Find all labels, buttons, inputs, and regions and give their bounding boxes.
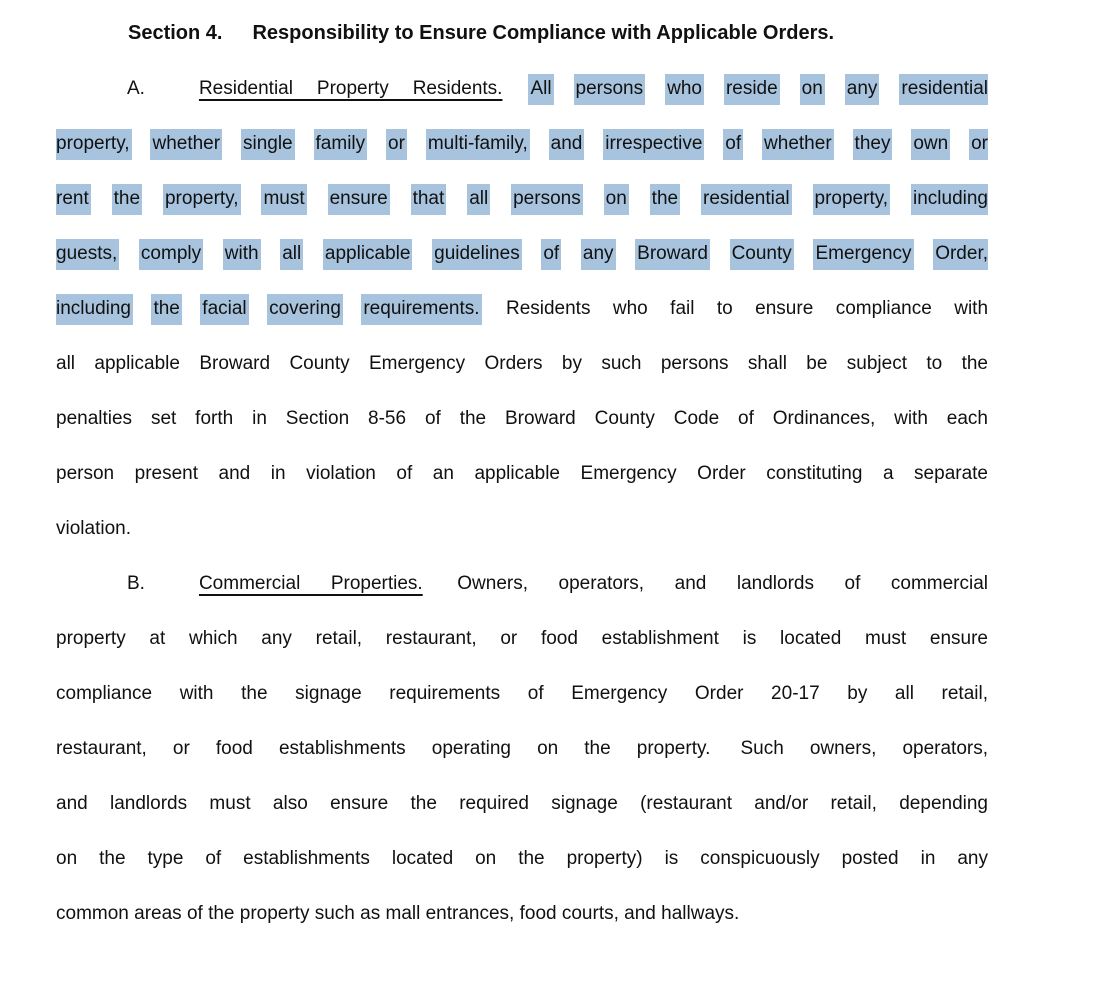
selected-text-word: or	[969, 129, 988, 160]
selected-text-word: Emergency	[813, 239, 913, 270]
paragraph-label: B.	[127, 573, 145, 594]
selected-text-word: residential	[701, 184, 792, 215]
text-run: Such owners, operators,	[740, 738, 988, 759]
section-title-label: Section 4.	[128, 22, 223, 44]
selected-text-word: on	[800, 74, 825, 105]
selected-text-word: must	[261, 184, 306, 215]
selected-text-word: property,	[813, 184, 891, 215]
selected-text-word: residential	[899, 74, 988, 105]
selected-text-word: of	[541, 239, 561, 270]
selected-text-word: family	[314, 129, 368, 160]
text-run: violation.	[56, 518, 131, 539]
selected-text-word: guests,	[56, 239, 119, 270]
text-run: property at which any retail, restaurant, or food establishment is located must ensure	[56, 628, 988, 649]
selected-text-word: Order,	[933, 239, 988, 270]
commercial-properties-line-7	[56, 886, 988, 941]
text-run: common areas of the property such as mall entrances, food courts, and hallways.	[56, 903, 740, 924]
section-title	[56, 6, 988, 61]
selected-text-word: property,	[56, 129, 132, 160]
selected-text-word: whether	[150, 129, 222, 160]
selected-text-word: all	[280, 239, 303, 270]
paragraph-label: A.	[127, 78, 145, 99]
selected-text-word: reside	[724, 74, 780, 105]
selected-text-word: on	[604, 184, 629, 215]
section-title-text: Responsibility to Ensure Compliance with Applicable Orders.	[252, 22, 835, 44]
residential-property-residents-line-7	[56, 391, 988, 446]
selected-text-word: the	[151, 294, 181, 325]
selected-text-word: who	[665, 74, 704, 105]
text-run: penalties set forth in Section 8-56 of the Broward County Code of Ordinances, with each	[56, 408, 988, 429]
selected-text-word: multi-family,	[426, 129, 530, 160]
selected-text-word: own	[911, 129, 950, 160]
selected-text-word: that	[411, 184, 447, 215]
selected-text-word: the	[112, 184, 142, 215]
residential-property-residents-line-2	[56, 116, 988, 171]
text-run: and landlords must also ensure the required signage (restaurant and/or retail, depending	[56, 793, 988, 814]
text-run: Owners, operators, and landlords of commercial	[457, 573, 988, 594]
selected-text-word: covering	[267, 294, 343, 325]
residential-property-residents-line-9	[56, 501, 988, 556]
selected-text-word: facial	[200, 294, 248, 325]
selected-text-word: ensure	[328, 184, 390, 215]
text-run: compliance with the signage requirements of Emergency Order 20-17 by all retail,	[56, 683, 988, 704]
selected-text-word: all	[467, 184, 490, 215]
paragraph-heading: Residential Property Residents.	[198, 78, 503, 99]
selected-text-word: County	[730, 239, 794, 270]
selected-text-word: applicable	[323, 239, 413, 270]
selected-text-word: persons	[574, 74, 646, 105]
commercial-properties-line-2	[56, 611, 988, 666]
selected-text-word: including	[56, 294, 133, 325]
selected-text-word: persons	[511, 184, 583, 215]
commercial-properties-line-3	[56, 666, 988, 721]
selected-text-word: and	[549, 129, 585, 160]
commercial-properties-line-6	[56, 831, 988, 886]
selected-text-word: rent	[56, 184, 91, 215]
selected-text-word: irrespective	[603, 129, 704, 160]
text-run: Residents who fail to ensure compliance with	[505, 298, 988, 319]
residential-property-residents-line-4	[56, 226, 988, 281]
selected-text-word: single	[241, 129, 295, 160]
selected-text-word: including	[911, 184, 988, 215]
selected-text-word: whether	[762, 129, 834, 160]
residential-property-residents-line-3	[56, 171, 988, 226]
commercial-properties-line-1	[56, 556, 988, 611]
selected-text-word: or	[386, 129, 407, 160]
selected-text-word: guidelines	[432, 239, 522, 270]
text-run: person present and in violation of an applicable Emergency Order constituting a separate	[56, 463, 988, 484]
selected-text-word: with	[223, 239, 261, 270]
selected-text-word: any	[845, 74, 880, 105]
selected-text-word: property,	[163, 184, 241, 215]
paragraph-heading: Commercial Properties.	[198, 573, 423, 594]
selected-text-word: comply	[139, 239, 203, 270]
residential-property-residents-line-8	[56, 446, 988, 501]
selected-text-word: any	[581, 239, 616, 270]
selected-text-word: Broward	[635, 239, 710, 270]
selected-text-word: of	[723, 129, 743, 160]
text-run: on the type of establishments located on the property) is conspicuously posted in any	[56, 848, 988, 869]
document-body	[56, 61, 988, 941]
text-run: all applicable Broward County Emergency Orders by such persons shall be subject to the	[56, 353, 988, 374]
selected-text-word: they	[853, 129, 893, 160]
text-run: restaurant, or food establishments operating on the property.	[56, 738, 711, 759]
selected-text-word: All	[528, 74, 553, 105]
selected-text-word: the	[650, 184, 680, 215]
residential-property-residents-line-5	[56, 281, 988, 336]
commercial-properties-line-4	[56, 721, 988, 776]
selected-text-word: requirements.	[361, 294, 481, 325]
commercial-properties-line-5	[56, 776, 988, 831]
residential-property-residents-line-1	[56, 61, 988, 116]
residential-property-residents-line-6	[56, 336, 988, 391]
